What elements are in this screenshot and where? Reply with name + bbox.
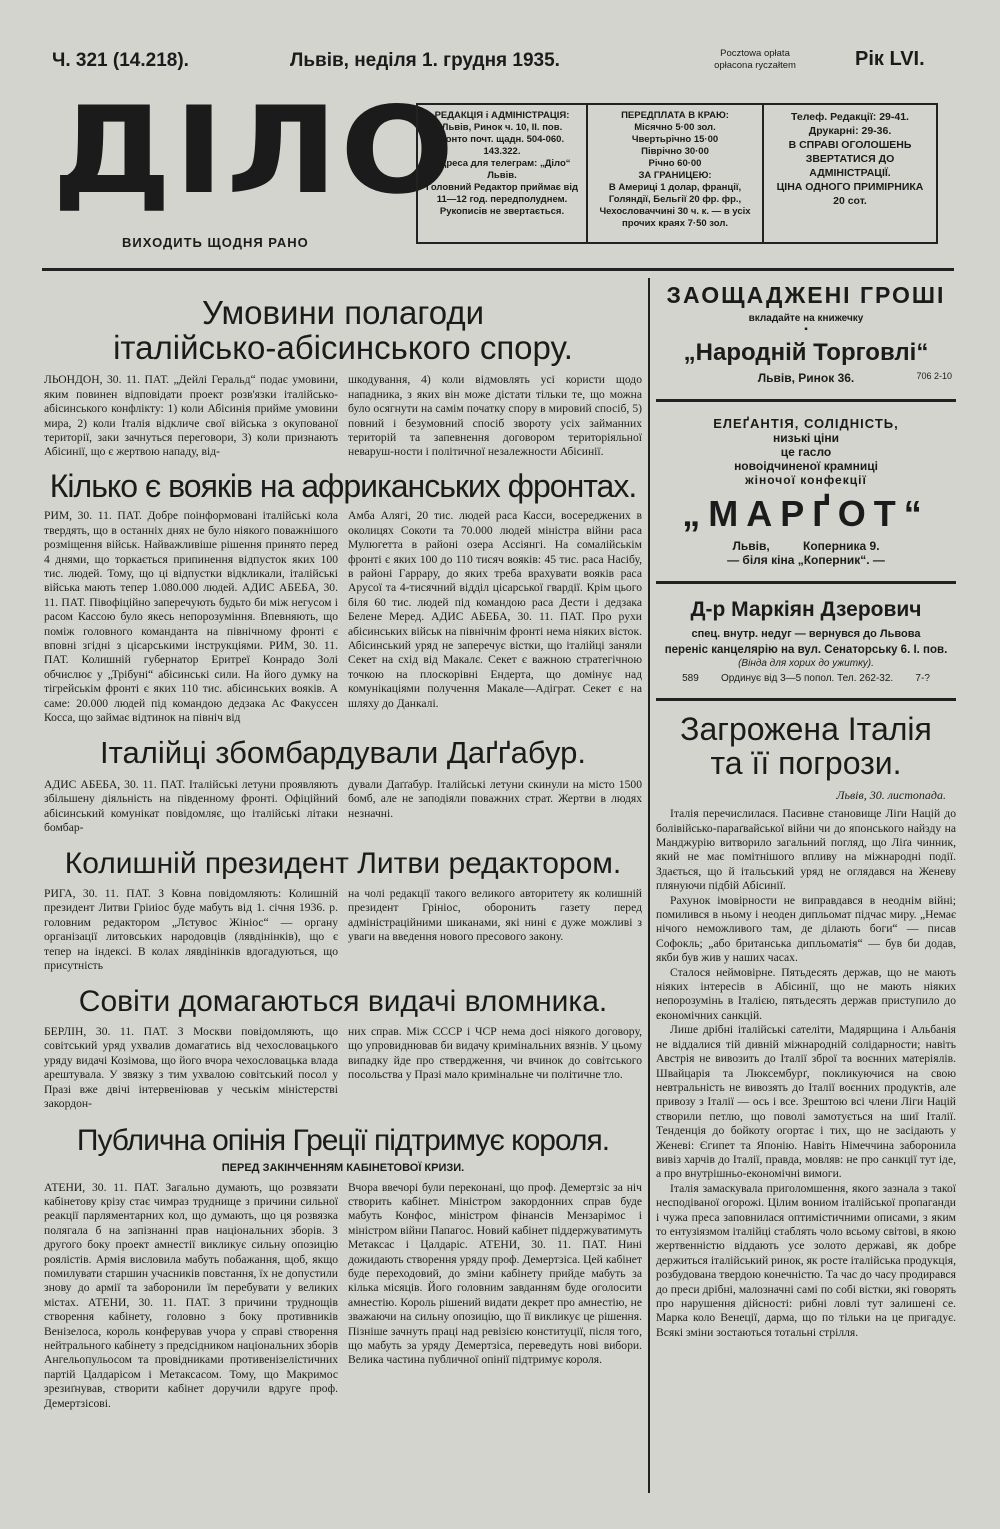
- ad-line: переніс канцелярію на вул. Сенаторську 6. І. пов.: [664, 644, 948, 656]
- editorial-office-info: РЕДАКЦІЯ і АДМІНІСТРАЦІЯ: Львів, Ринок ч. 10, II. пов. Конто почт. щадн. 504-060. 143.322. Адреса для телеграм: „Діло“ Львів. Головний Редактор приймає від 11—12 год. передполуднем. Рукописів не звертається.: [425, 110, 579, 217]
- ad-address: Львів, Ринок 36.: [757, 371, 855, 385]
- ad-line: 589 Ординує від 3—5 попол. Тел. 262-32. 7-?: [682, 673, 930, 684]
- paragraph: Рахунок імовірности не виправдався в неоднім війні; помилився в ньому і неоден дипльомат підчас миру. „Немає нічого неможливого там, де ділають боги“ — писав Софокль; „або британська дипльоматія“ — був би додав, якби був жив у наших часах.: [656, 893, 956, 965]
- ad-line: ЕЛЕҐАНТІЯ, СОЛІДНІСТЬ,: [713, 416, 899, 431]
- advertisement-margot: [656, 416, 956, 567]
- ad-line: спец. внутр. недуг — вернувся до Львова: [691, 628, 921, 640]
- article: [44, 467, 642, 726]
- newspaper-subtitle: ВИХОДИТЬ ЩОДНЯ РАНО: [122, 235, 309, 250]
- header-rule: [42, 268, 954, 271]
- article-body: Вчора ввечорі були переконані, що проф. Демертзіс за ніч створить кабінет. Міністром закордонних справ буде мабуть Конфос, міністром фінансів Мензарімос і міністром війни Папагос. Новий кабінет піддержуватимуть Метаксас і Цалдаріс. АТЕНИ, 30. 11. ПАТ. Нині дожидають створення уряду проф. Демертзіса. Цей кабінет буде переходовий, до зміни кабінету прийде мабуть за кілька місяців. Його головним завданням буде оголосити амнестію. Король рішений видати декрет про амнестію, не зважаючи на сильну опозицію, що її викликує це рішення. Пізніше зачнуть праці над ревізією конституції, після того, що мабуть за уряду Демертзіса, переведуть нові вибори. Велика частина публичної опінії підтримує короля.: [348, 1180, 642, 1367]
- article-body: дували Даґґабур. Італійські летуни скинули на місто 1500 бомб, але не заподіяли поважних страт. Жертви в людях незначні.: [348, 777, 642, 820]
- article-headline: Умовини полагоди італійсько-абісинського спору.: [113, 294, 573, 366]
- article-headline: Кілько є вояків на африканських фронтах.: [49, 467, 637, 504]
- ad-line: новоідчиненої крамниці: [734, 459, 878, 473]
- ad-doctor-name: Д-р Маркіян Дзерович: [690, 598, 922, 621]
- article-body: них справ. Між СССР і ЧСР нема досі ніякого договору, що упровиднював би видачу кримінальних вязнів. У цьому випадку йде про ствердження, чи вчинок до совітського посольства у Празі мало кримінальне чи політичне тло.: [348, 1025, 642, 1082]
- dateline: Львів, неділя 1. грудня 1935.: [290, 50, 560, 71]
- divider: [586, 103, 588, 242]
- divider: [656, 581, 956, 584]
- divider: [762, 103, 764, 242]
- right-column: [656, 282, 956, 1340]
- article-body: АДИС АБЕБА, 30. 11. ПАТ. Італійські летуни проявляють збільшену діяльність на південному фронті. Офіційний абісинський комунікат повідомляє, що італійські літаки бомбар-: [44, 777, 338, 835]
- article-body: РИМ, 30. 11. ПАТ. Добре поінформовані італійські кола твердять, що в останніх днях не було ніякого поважнішого розміщення військ. Найважливіше рішення принято перед 4 днями, що торкається припинення відпусток яких 100 тис. людей. Тому, що ці відпустки відкликали, італійські війська мають тепер 1.080.000 людей. АДИС АБЕБА, 30. 11. ПАТ. Півофіційно заперечують будьто би між негусом і расом Кассою було якесь непорозуміння. Впевняють, що поміж головного команданта на північному фронті є вповні згідні з цісарськими інструкціями. РИМ, 30. 11. ПАТ. Колишній губернатор Еритреї Конрадо Золі обчислює у „Трібуні“ абісинські сили. На його думку на тігрейськім фронті є яких 110 тис. абісинських вояків. А саме: 20.000 людей під командою дедзака Ас Факуссен Коcса, що займає відтинок на північ від: [44, 509, 338, 724]
- editorial-dateline: Львів, 30. листопада.: [836, 788, 946, 803]
- article-headline: Совіти домагаються видачі вломника.: [78, 984, 608, 1018]
- postage-note: Pocztowa opłata opłacona ryczałtem: [714, 48, 796, 71]
- ad-ornament: ▪: [804, 324, 808, 335]
- divider: [656, 698, 956, 701]
- article-subheadline: ПЕРЕД ЗАКІНЧЕННЯМ КАБІНЕТОВОЇ КРИЗИ.: [221, 1161, 465, 1174]
- ad-address: Львів, Коперника 9.: [732, 539, 880, 553]
- article-body: БЕРЛІН, 30. 11. ПАТ. З Москви повідомляють, що совітський уряд ухвалив домагатись від чехословацького уряду видачі Козімова, що його вчора чехословацька влада арештувала. У звязку з тим ухвалою совітський посол у Празі вже двічі інтервеніював у чеськім міністерстві закордон-: [44, 1025, 338, 1111]
- ad-subtitle: вкладайте на книжечку: [748, 313, 864, 324]
- ad-address-line: [656, 371, 956, 385]
- article-body: ЛЬОНДОН, 30. 11. ПАТ. „Дейлі Геральд“ подає умовини, яким повинен відповідати проект розв'язки італійсько-абісинського конфлікту: 1) коли Абісинія прийме умовини мира, 2) коли Італія відкличе свої війська з окупованої території, заки зачнуться переговори, 3) коли признають Абісинії, що є жертвою нападу, від-: [44, 373, 338, 459]
- ad-company: „Народній Торговлі“: [683, 339, 929, 366]
- paragraph: Лише дрібні італійські сателіти, Мадярщина і Альбанія не віддалися тій дивній міжнародній солідарности; навіть Австрія не вивозить до Італії зброї та воєнних матеріялів. Швайцарія та Люксембурґ, покликуючися на свою невтральність не вивозять до Італії воєнних продуктів, але привозу з Італії — ось і все. Зрештою всі члени Ліги Націй створили петлю, що поволі замотується на шиї Італії. Тенденція до бойкоту огортає і тих, що не засідають у Женеві: Єгипет та Японію. Навіть Німеччина заборонила вивіз харчів до Італії, правда, мовляв: не про санкції тут іде, а про внутрішньо-економічні вимоги.: [656, 1023, 956, 1181]
- article-headline: Колишній президент Литви редактором.: [64, 846, 622, 880]
- editorial-headline: Загрожена Італія та її погрози.: [680, 711, 932, 781]
- article: [44, 986, 642, 1112]
- ad-address-note: — біля кіна „Коперник“. —: [727, 553, 885, 567]
- article-body: РИГА, 30. 11. ПАТ. З Ковна повідомляють: Колишній президент Литви Гріиіос буде мабуть від 1. січня 1936. р. головним редактором „Лєтувос Жініос“ — органу організації литовських народовців (лявдінінків), що є тепер на індексі. В колах лявдінінків вдогадуються, що присутність: [44, 887, 338, 973]
- main-column: [44, 278, 642, 1411]
- ad-line: жіночої конфекції: [745, 473, 867, 487]
- paragraph: Італія перечислилася. Пасивне становище Ліґи Націй до болівійсько-параґвайської війни чи до японського найзду на Манджурію витворило загальний погляд, що Ліґа чинник, який не має помітнішого впливу на міжнародні події. Здається, що й італьський уряд не оглядався на Женеву плянуючи підбій Абісинії.: [656, 807, 956, 893]
- ad-shop-name: „МАРҐОТ“: [682, 493, 930, 534]
- editorial-body: [656, 807, 956, 1340]
- subscription-info: ПЕРЕДПЛАТА В КРАЮ: Місячно 5·00 зол. Чвертьрічно 15·00 Піврічно 30·00 Річно 60·00 ЗА ГРАНИЦЕЮ: В Америці 1 долар, франції, Голяндії, Бельгії 20 фр. фр., Чехословаччині 30 ч. к. — в усіх прочих краях 7·50 зол.: [599, 110, 751, 229]
- year-volume: Рік LVI.: [855, 48, 925, 70]
- article: [44, 1125, 642, 1411]
- article-body: шкодування, 4) коли відмовлять усі користи щодо нападника, з яких він може дістати тільки те, що можна було осягнути на самім початку спору в мировий спосіб, 5) повний і безумовний спосіб звороту усіх займанних територій та запевнення договором територіяльної неваруш-ности і політичної незалежности Абісинії.: [348, 373, 642, 459]
- divider: [656, 399, 956, 402]
- advertisement-savings: [656, 282, 956, 385]
- article: [44, 848, 642, 974]
- ad-line: це гасло: [780, 445, 832, 459]
- article-body: на чолі редакції такого великого авторитету як колишній президент Грініос, оборонить газету перед адміністраційними шиканами, які нині є дуже можливі з уваги на введення нового пресового закону.: [348, 887, 642, 944]
- advertisement-doctor: [656, 598, 956, 684]
- article: [44, 737, 642, 835]
- issue-number: Ч. 321 (14.218).: [52, 50, 189, 71]
- column-divider: [648, 278, 650, 1493]
- ad-code: 706 2-10: [916, 371, 952, 381]
- ad-line: (Вінда для хорих до ужитку).: [738, 658, 874, 669]
- phone-and-price-info: Телеф. Редакції: 29-41. Друкарні: 29-36. В СПРАВІ ОГОЛОШЕНЬ ЗВЕРТАТИСЯ ДО АДМІНІСТРАЦІЇ. ЦІНА ОДНОГО ПРИМІРНИКА 20 сот.: [776, 111, 924, 207]
- ad-title: ЗАОЩАДЖЕНІ ГРОШІ: [666, 282, 946, 308]
- article-headline: Публична опінія Греції підтримує короля.: [76, 1124, 610, 1158]
- paragraph: Італія замаскувала приголомшення, якого зазнала з такої несподіваної огорожі. Цілим вониом італійської пропаганди і чужа преса заповнилася оптимістичними описами, з яким то ентузіязмом італійці стаблять чоло всьому світові, в якою жертвенністю віддають усе золото державі, як добре держиться італійський ринок, як росте італійська продукція, розбудована твердою конечністю. Та час до часу продирався до преси дрібні, малозначні самі по собі вістки, які говорять про нарушення дійсності: рибні ловлі тут залишені се. Марка коло Венеції, дарма, що по тільки на це пригадує. Всякі зміни зостаються тотальні стрілля.: [656, 1181, 956, 1339]
- editorial-article: [656, 713, 956, 1340]
- article-headline: Італійці збомбардували Даґґабур.: [100, 735, 586, 771]
- article: [44, 296, 642, 460]
- article-body: АТЕНИ, 30. 11. ПАТ. Загально думають, що розвязати кабінетову крізу стає чимраз труднище з причини сильної реакції парляментарних кол, що думають, що ця розвязка полягала б на запізнанні прав національних зборів. З другого боку проект амнестії викликує сильну опозицію роялістів. Армія висловила мабуть побажання, щоб, якщо помилувати старшин учасників повстання, їх не допустили знову до армії та заборонили їм перебувати у великих містах. АТЕНИ, 30. 11. ПАТ. З причини труднощів створення кабінету, головно з боку противників Венізелоса, король конферував учора у справі створення нейтрального кабінету з предсідником національних зборів Ангельопульосом та провідниками противенізелістичних партій Цалдарісом і Метаксасом. Тому, що Макримос зрезиґнував, створити кабінет доручили вдруге проф. Демертзісові.: [44, 1180, 338, 1410]
- paragraph: Сталося неймовірне. Пятьдесять держав, що не мають ніяких інтересів в Абісинії, що не мають ніяких непорозумінь в Італією, пятьдесять держав приступило до економічних санкцій.: [656, 965, 956, 1022]
- newspaper-title: ДІЛО: [52, 82, 457, 221]
- ad-line: низькі ціни: [773, 431, 839, 445]
- article-body: Амба Алягі, 20 тис. людей раса Касси, восереджених в околицях Сокоти та 70.000 людей міністра війни раса Мулюгетта в районі озера Ассіянгі. На сомалійськім фронті є яких 100 до 110 тисяч вояків: 45 тис. раса Насібу, в районі Гаррару, до яких треба врахувати вояків раса Арусої та 4-тисячний відділ цісарської гвардії. Крім цього біля 60 тис. людей під командою раса Дести і дедзака Белене Мерeд. АДИС АБЕБА, 30. 11. ПАТ. Про рухи абісинських військ на північнім фронті нема ніяких вісток. Абісинський уряд не заперечує вістки, що італійці заняли Секет на схід від Макалє. Секет є важною стратегічною точкою на плоскорівні Ендерта, що домінує над комунікаціями получення Макале—Адіграт. Секет є на шляху до Данкалі.: [348, 509, 642, 710]
